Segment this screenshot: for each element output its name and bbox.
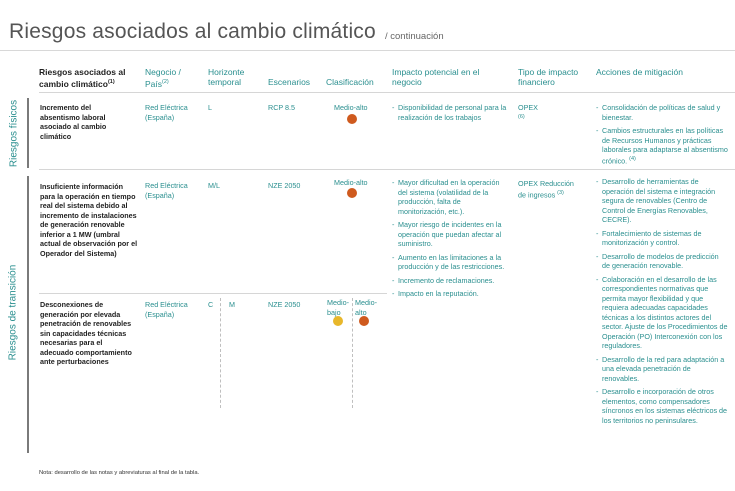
row3-classification-dashed-divider xyxy=(352,298,353,408)
title-divider xyxy=(0,50,735,51)
transition-action-item: - Desarrollo e incorporación de otros elementos, como compensadores síncronos en los sistemas eléctricos de los territorios no peninsulares. xyxy=(596,387,728,425)
page-title: Riesgos asociados al cambio climático xyxy=(9,20,376,43)
transition-impact-item: - Incremento de reclamaciones. xyxy=(392,276,510,286)
section-transition-label: Riesgos de transición xyxy=(7,264,19,361)
header-risk: Riesgos asociados al cambio climático$^{(1)}$ xyxy=(39,67,126,89)
row3-classification-a-label: Medio-bajo xyxy=(327,298,349,317)
header-actions: Acciones de mitigación xyxy=(596,67,683,77)
row1-classification-dot xyxy=(347,114,357,124)
row3-scenario: NZE 2050 xyxy=(268,300,301,309)
row3-business: Red Eléctrica (España) xyxy=(145,300,188,319)
row1-business: Red Eléctrica (España) xyxy=(145,103,188,122)
row1-scenario: RCP 8.5 xyxy=(268,103,296,112)
header-classification: Clasificación xyxy=(326,77,374,87)
row2-risk: Insuficiente información para la operación en tiempo real del sistema debido al incremento de instalaciones de generación renovable inferior a 1 MW (umbral actual de observación por el Operador del Sistema) xyxy=(40,182,138,258)
row1-classification-label: Medio-alto xyxy=(334,103,368,112)
row3-horizon-medium: M xyxy=(229,300,235,309)
header-impact: Impacto potencial en el negocio xyxy=(392,67,480,87)
row2-scenario: NZE 2050 xyxy=(268,181,301,190)
row1-action-item: - Consolidación de políticas de salud y bienestar. xyxy=(596,103,728,122)
row1-divider xyxy=(39,169,735,170)
row3-horizon-short: C xyxy=(208,300,214,309)
transition-action-item: - Desarrollo de la red para adaptación a una elevada penetración de renovables. xyxy=(596,355,728,384)
row2-financial: OPEX Reducción de ingresos $^{(3)}$ xyxy=(518,179,574,199)
section-physical-label: Riesgos físicos xyxy=(8,99,20,168)
physical-section-bar xyxy=(27,98,29,168)
transition-impact-item: - Aumento en las limitaciones a la producción y de las restricciones. xyxy=(392,253,510,272)
row1-actions xyxy=(596,103,728,169)
row1-horizon: L xyxy=(208,103,212,112)
row1-financial: OPEX $^{(6)}$ xyxy=(518,103,538,120)
transition-actions xyxy=(596,177,728,429)
row1-impacts xyxy=(392,103,507,126)
row3-classification-b-label: Medio-alto xyxy=(355,298,377,317)
transition-impact-item: - Mayor riesgo de incidentes en la operación que puedan afectar al suministro. xyxy=(392,220,510,249)
transition-impact-item: - Mayor dificultad en la operación del sistema (volatilidad de la producción, falta de monitorización, etc.). xyxy=(392,178,510,216)
header-scenarios: Escenarios xyxy=(268,77,311,87)
transition-action-item: - Desarrollo de modelos de predicción de generación renovable. xyxy=(596,252,728,271)
transition-impacts xyxy=(392,178,510,303)
transition-impact-item: - Impacto en la reputación. xyxy=(392,289,510,299)
row1-action-item: - Cambios estructurales en las políticas de Recursos Humanos y prácticas laborales para adaptarse al absentismo crónico. $^{(4)}$ xyxy=(596,126,728,165)
transition-action-item: - Desarrollo de herramientas de operación del sistema e integración segura de renovables (Centro de Control de Energías Renovables, CECRE). xyxy=(596,177,728,225)
row3-horizon-dashed-divider xyxy=(220,298,221,408)
row1-risk: Incremento del absentismo laboral asociado al cambio climático xyxy=(40,103,107,141)
row3-risk: Desconexiones de generación por elevada penetración de renovables sin capacidades técnicas necesarias para el adecuado comportamiento ante perturbaciones xyxy=(40,300,132,366)
row1-impact-item: - Disponibilidad de personal para la realización de los trabajos xyxy=(392,103,507,122)
transition-action-item: - Fortalecimiento de sistemas de monitorización y control. xyxy=(596,229,728,248)
transition-section-bar xyxy=(27,176,29,453)
header-financial: Tipo de impacto financiero xyxy=(518,67,579,87)
row2-classification-label: Medio-alto xyxy=(334,178,368,187)
row2-classification-dot xyxy=(347,188,357,198)
header-divider xyxy=(39,92,735,93)
page-subtitle: / continuación xyxy=(385,31,444,42)
row3-classification-b-dot xyxy=(359,316,369,326)
header-horizon: Horizonte temporal xyxy=(208,67,245,87)
row2-divider xyxy=(39,293,387,294)
row2-horizon: M/L xyxy=(208,181,220,190)
transition-action-item: - Colaboración en el desarrollo de las correspondientes normativas que permita mayor flexibilidad y que requiera adecuadas capacidades técnicas a los distintos actores del sector. Ajuste de los Procedimientos de Operación (PO) Interconexión con los reguladores. xyxy=(596,275,728,351)
row3-classification-a-dot xyxy=(333,316,343,326)
header-business: Negocio / País$^{(2)}$ xyxy=(145,67,181,89)
row2-business: Red Eléctrica (España) xyxy=(145,181,188,200)
footnote: Nota: desarrollo de las notas y abreviaturas al final de la tabla. xyxy=(39,470,200,476)
